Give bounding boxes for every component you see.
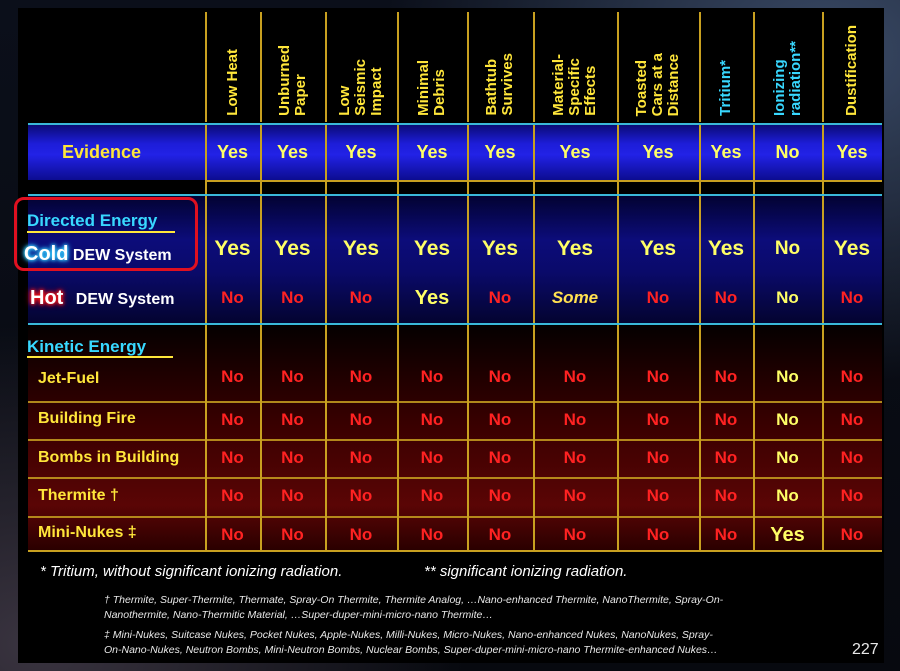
column-header-label: Low Heat (223, 49, 241, 116)
kinetic-cell: No (420, 448, 444, 467)
evidence-cell: Yes (642, 141, 674, 162)
kinetic-cell: No (221, 367, 244, 386)
kinetic-row-label: Building Fire (38, 410, 136, 427)
kinetic-cell: No (420, 410, 444, 429)
footnote-star: * Tritium, without significant ionizing radiation. (40, 563, 343, 580)
footnote-ddagger-line2: On-Nano-Nukes, Neutron Bombs, Mini-Neutron Bombs, Nuclear Bombs, Super-duper-mini-micro-nano Thermite-enhanced Nukes… (104, 644, 718, 656)
column-header-label: Low Seismic Impact (336, 59, 385, 116)
evidence-cell: Yes (710, 141, 742, 162)
hot-dew-cell: No (488, 288, 512, 307)
directed-energy-underline (27, 231, 175, 233)
kinetic-cell: No (714, 448, 738, 467)
footnote-dagger-line1: † Thermite, Super-Thermite, Thermate, Spray-On Thermite, Thermite Analog, …Nano-enhanced Thermite, NanoThermite, Spray-On- (104, 594, 724, 606)
evidence-cell: No (775, 141, 800, 162)
kinetic-cell: No (563, 410, 587, 429)
hot-dew-cell: No (349, 288, 373, 307)
kinetic-cell: No (488, 410, 512, 429)
column-header-label: Bathtub Survives (483, 53, 516, 116)
kinetic-cell: No (281, 525, 304, 544)
kinetic-cell: No (646, 367, 670, 386)
evidence-bottom-line (205, 180, 882, 182)
column-header-label: Minimal Debris (415, 60, 448, 116)
directed-energy-heading: Directed Energy (27, 211, 158, 230)
evidence-cell: Yes (276, 141, 309, 162)
kinetic-cell: No (349, 448, 373, 467)
column-header (753, 12, 822, 116)
column-header-label: Dustification (843, 25, 860, 116)
evidence-cell: Yes (836, 141, 868, 162)
footnote-ddagger-line1: ‡ Mini-Nukes, Suitcase Nukes, Pocket Nukes, Apple-Nukes, Milli-Nukes, Micro-Nukes, Nano-enhanced Nukes, NanoNukes, Spray- (104, 629, 713, 641)
page-number: 227 (852, 641, 879, 658)
kinetic-cell: No (488, 448, 512, 467)
kinetic-cell: No (840, 486, 864, 505)
kinetic-cell: No (420, 486, 444, 505)
cold-dew-label: DEW System (72, 247, 172, 264)
column-header-label: Material- Specific Effects (550, 54, 599, 116)
kinetic-cell: No (714, 410, 738, 429)
kinetic-cell: No (488, 525, 512, 544)
kinetic-cell: No (221, 525, 244, 544)
kinetic-cell: No (488, 367, 512, 386)
kinetic-cell: No (420, 367, 444, 386)
kinetic-cell: No (563, 448, 587, 467)
column-header (325, 12, 397, 116)
kinetic-cell: No (840, 367, 864, 386)
kinetic-cell: No (776, 367, 799, 386)
kinetic-cell: No (646, 448, 670, 467)
kinetic-cell: No (281, 367, 304, 386)
kinetic-cell: No (281, 448, 304, 467)
kinetic-cell: No (281, 486, 304, 505)
kinetic-energy-underline (27, 356, 173, 358)
hot-dew-cell: No (221, 288, 244, 307)
kinetic-cell: No (714, 367, 738, 386)
cold-prefix: Cold (24, 243, 69, 265)
kinetic-cell: No (714, 486, 738, 505)
kinetic-cell: No (646, 410, 670, 429)
kinetic-cell: No (563, 367, 587, 386)
directed-divider (28, 323, 882, 325)
column-header (467, 12, 533, 116)
cold-dew-cell: Yes (833, 237, 871, 260)
evidence-cell: Yes (345, 141, 377, 162)
cold-dew-cell: No (774, 238, 801, 259)
kinetic-cell: No (349, 410, 373, 429)
cold-dew-cell: Yes (639, 237, 677, 260)
column-header-label: Tritium* (717, 60, 734, 116)
kinetic-cell: No (646, 486, 670, 505)
kinetic-cell: No (221, 448, 244, 467)
cold-dew-row-label (24, 243, 172, 266)
evidence-cell: Yes (484, 141, 516, 162)
kinetic-cell: No (420, 525, 444, 544)
hot-prefix: Hot (30, 287, 64, 309)
cold-dew-cell: Yes (413, 237, 451, 260)
kinetic-row-label: Jet-Fuel (38, 370, 100, 387)
hot-dew-cell: No (776, 288, 799, 307)
kinetic-cell: Yes (770, 523, 805, 546)
hot-dew-cell: Some (551, 288, 599, 307)
kinetic-energy-heading: Kinetic Energy (27, 337, 147, 356)
cold-dew-cell: Yes (342, 237, 380, 260)
column-header-label: Toasted Cars at a Distance (633, 52, 682, 116)
footnote-doublestar: ** significant ionizing radiation. (424, 563, 628, 580)
hot-dew-label: DEW System (75, 291, 175, 308)
kinetic-cell: No (776, 486, 799, 505)
kinetic-cell: No (776, 410, 799, 429)
kinetic-cell: No (349, 367, 373, 386)
column-header-label: Ionizing radiation** (770, 40, 804, 116)
kinetic-cell: No (221, 410, 244, 429)
cold-dew-cell: Yes (274, 237, 311, 260)
column-header (397, 12, 467, 116)
column-header (699, 12, 753, 116)
cold-dew-cell: Yes (556, 237, 594, 260)
kinetic-cell: No (714, 525, 738, 544)
hot-dew-cell: No (646, 288, 670, 307)
kinetic-cell: No (488, 486, 512, 505)
kinetic-cell: No (281, 410, 304, 429)
column-header (260, 12, 325, 116)
kinetic-cell: No (840, 525, 864, 544)
kinetic-cell: No (221, 486, 244, 505)
footnote-dagger-line2: Nanothermite, Nano-Thermitic Material, …Super-duper-mini-micro-nano Thermite… (104, 609, 493, 621)
cold-dew-cell: Yes (214, 237, 251, 260)
kinetic-row-label: Bombs in Building (38, 449, 180, 466)
cold-dew-cell: Yes (481, 237, 519, 260)
hot-dew-cell: No (840, 288, 864, 307)
kinetic-cell: No (349, 486, 373, 505)
kinetic-cell: No (646, 525, 670, 544)
kinetic-cell: No (776, 448, 799, 467)
evidence-label: Evidence (62, 142, 142, 162)
kinetic-cell: No (563, 486, 587, 505)
kinetic-cell: No (840, 410, 864, 429)
evidence-cell: Yes (559, 141, 591, 162)
column-header-label: Unburned Paper (275, 45, 309, 116)
kinetic-row-label: Mini-Nukes ‡ (38, 524, 137, 541)
hot-dew-cell: No (714, 288, 738, 307)
kinetic-cell: No (563, 525, 587, 544)
kinetic-row-label: Thermite † (38, 487, 119, 504)
evidence-divider (28, 194, 882, 196)
kinetic-cell: No (349, 525, 373, 544)
evidence-cell: Yes (416, 141, 448, 162)
header-divider (28, 123, 882, 125)
hot-dew-cell: No (281, 288, 304, 307)
column-header (533, 12, 617, 116)
column-header (822, 12, 882, 116)
cold-dew-cell: Yes (707, 237, 745, 260)
kinetic-cell: No (840, 448, 864, 467)
column-header (617, 12, 699, 116)
evidence-cell: Yes (216, 141, 249, 162)
hot-dew-cell: Yes (414, 286, 450, 309)
column-header (205, 12, 260, 116)
hot-dew-row-label (30, 287, 174, 310)
